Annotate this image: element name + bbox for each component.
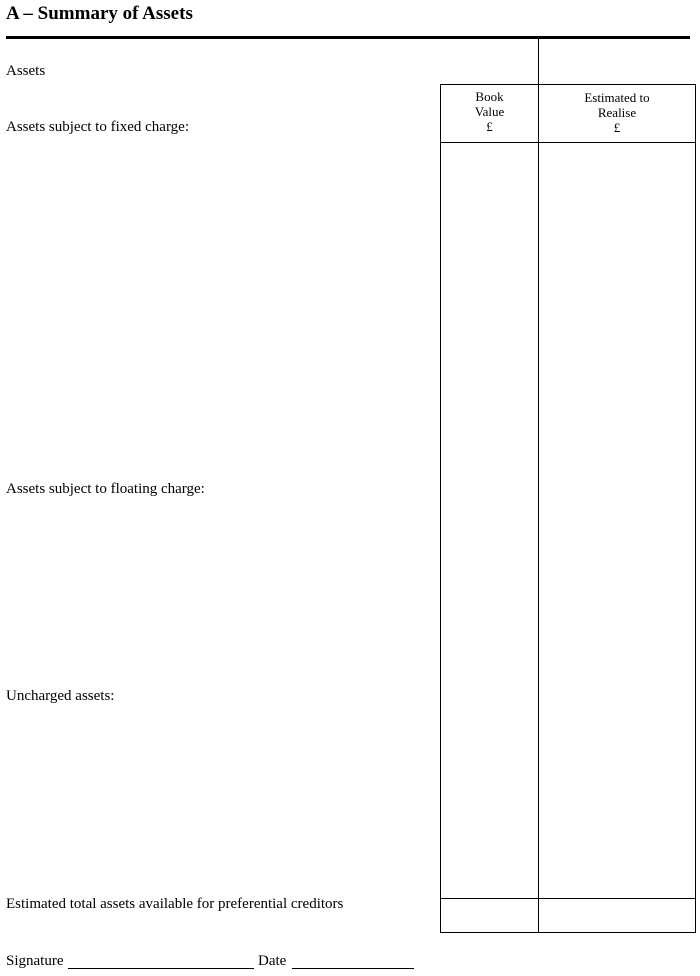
signature-field[interactable] (68, 968, 254, 969)
fixed-charge-label: Assets subject to fixed charge: (6, 119, 190, 135)
date-field[interactable] (292, 968, 414, 969)
title-rule (6, 36, 690, 39)
book-value-header (441, 89, 538, 134)
estimated-header-line2: Realise (597, 105, 637, 120)
page-title: A – Summary of Assets (6, 3, 193, 24)
floating-charge-label: Assets subject to floating charge: (6, 481, 205, 497)
date-label: Date (258, 953, 287, 969)
book-value-currency: £ (486, 119, 493, 134)
assets-label: Assets (6, 63, 46, 79)
book-value-header-line1: Book (475, 89, 504, 104)
table-column-divider (538, 39, 539, 933)
signature-label: Signature (6, 953, 64, 969)
uncharged-assets-label: Uncharged assets: (6, 688, 115, 704)
table-right-border (695, 84, 696, 933)
estimated-currency: £ (613, 120, 621, 135)
table-bottom-border (440, 932, 696, 933)
book-value-header-line2: Value (474, 104, 505, 119)
estimated-header-line1: Estimated to (584, 90, 650, 105)
table-left-border (440, 84, 441, 933)
total-assets-label: Estimated total assets available for preferential creditors (6, 896, 344, 912)
total-row-top-border (440, 898, 696, 899)
estimated-to-realise-header (539, 90, 695, 135)
header-bottom-border (440, 142, 696, 143)
table-top-border (440, 84, 696, 85)
